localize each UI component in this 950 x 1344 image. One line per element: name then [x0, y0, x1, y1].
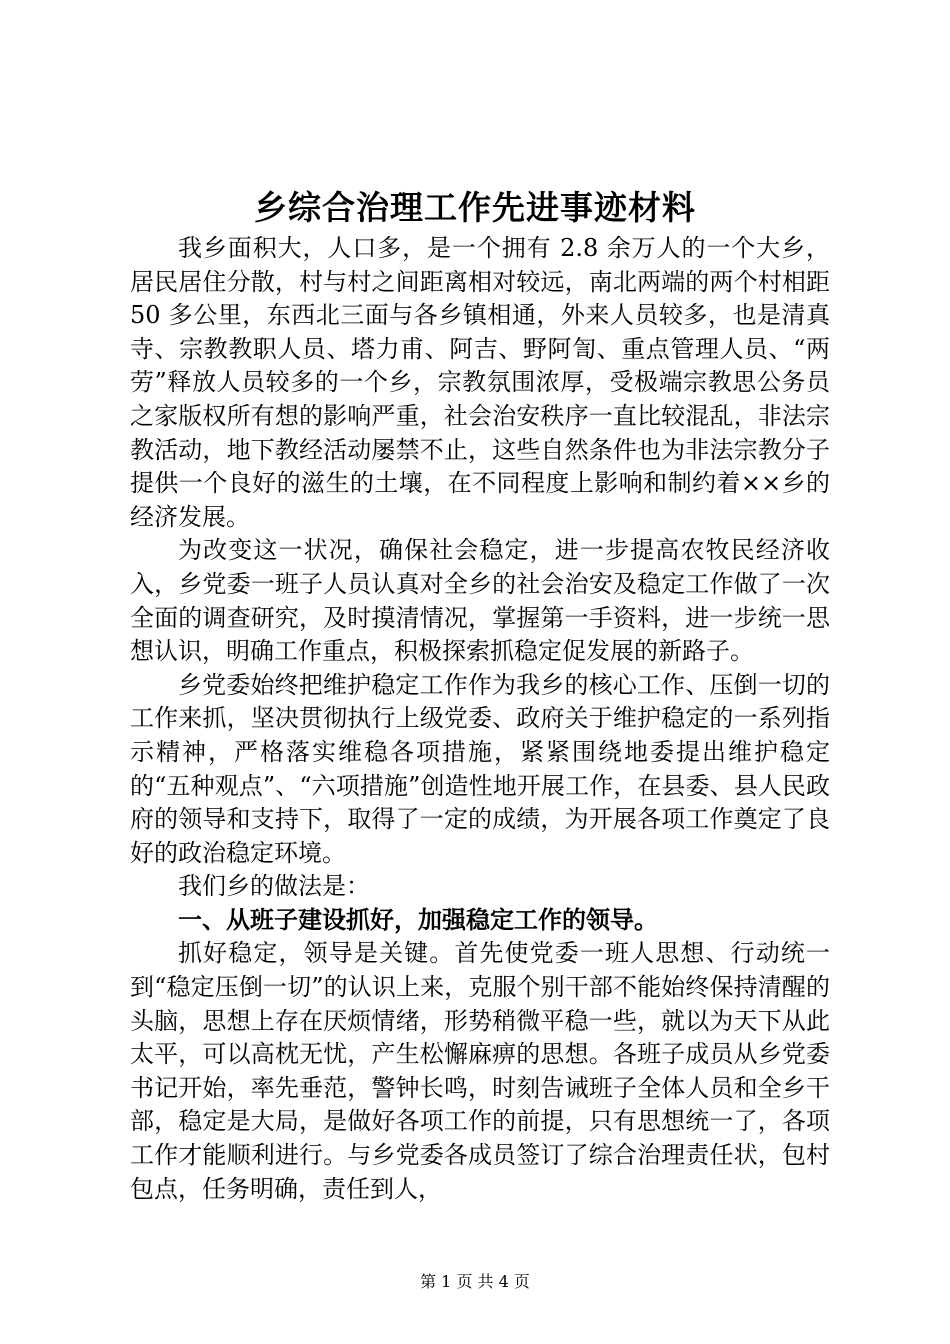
document-body	[130, 232, 830, 1206]
paragraph: 我乡面积大，人口多，是一个拥有 2.8 余万人的一个大乡，居民居住分散，村与村之间距离相对较远，南北两端的两个村相距 50 多公里，东西北三面与各乡镇相通，外来人员较多，也是清真寺、宗教教职人员、塔力甫、阿吉、野阿訇、重点管理人员、“两劳”释放人员较多的一个乡，宗教氛围浓厚，受极端宗教思公务员之家版权所有想的影响严重，社会治安秩序一直比较混乱，非法宗教活动，地下教经活动屡禁不止，这些自然条件也为非法宗教分子提供一个良好的滋生的土壤，在不同程度上影响和制约着××乡的经济发展。	[130, 234, 830, 531]
paragraph: 我们乡的做法是：	[178, 872, 370, 901]
section-heading: 一、从班子建设抓好，加强稳定工作的领导。	[178, 905, 658, 934]
paragraph: 抓好稳定，领导是关键。首先使党委一班人思想、行动统一到“稳定压倒一切”的认识上来，克服个别干部不能始终保持清醒的头脑，思想上存在厌烦情绪，形势稍微平稳一些，就以为天下从此太平，可以高枕无忧，产生松懈麻痹的思想。各班子成员从乡党委书记开始，率先垂范，警钟长鸣，时刻告诫班子全体人员和全乡干部，稳定是大局，是做好各项工作的前提，只有思想统一了，各项工作才能顺利进行。与乡党委各成员签订了综合治理责任状，包村包点，任务明确，责任到人，	[130, 939, 830, 1203]
paragraph: 为改变这一状况，确保社会稳定，进一步提高农牧民经济收入，乡党委一班子人员认真对全乡的社会治安及稳定工作做了一次全面的调查研究，及时摸清情况，掌握第一手资料，进一步统一思想认识，明确工作重点，积极探索抓稳定促发展的新路子。	[130, 536, 830, 666]
document-title: 乡综合治理工作先进事迹材料	[254, 188, 696, 227]
paragraph: 乡党委始终把维护稳定工作作为我乡的核心工作、压倒一切的工作来抓，坚决贯彻执行上级党委、政府关于维护稳定的一系列指示精神，严格落实维稳各项措施，紧紧围绕地委提出维护稳定的“五种观点”、“六项措施”创造性地开展工作，在县委、县人民政府的领导和支持下，取得了一定的成绩，为开展各项工作奠定了良好的政治稳定环境。	[130, 670, 830, 867]
page-number-footer: 第 1 页 共 4 页	[420, 1272, 530, 1291]
